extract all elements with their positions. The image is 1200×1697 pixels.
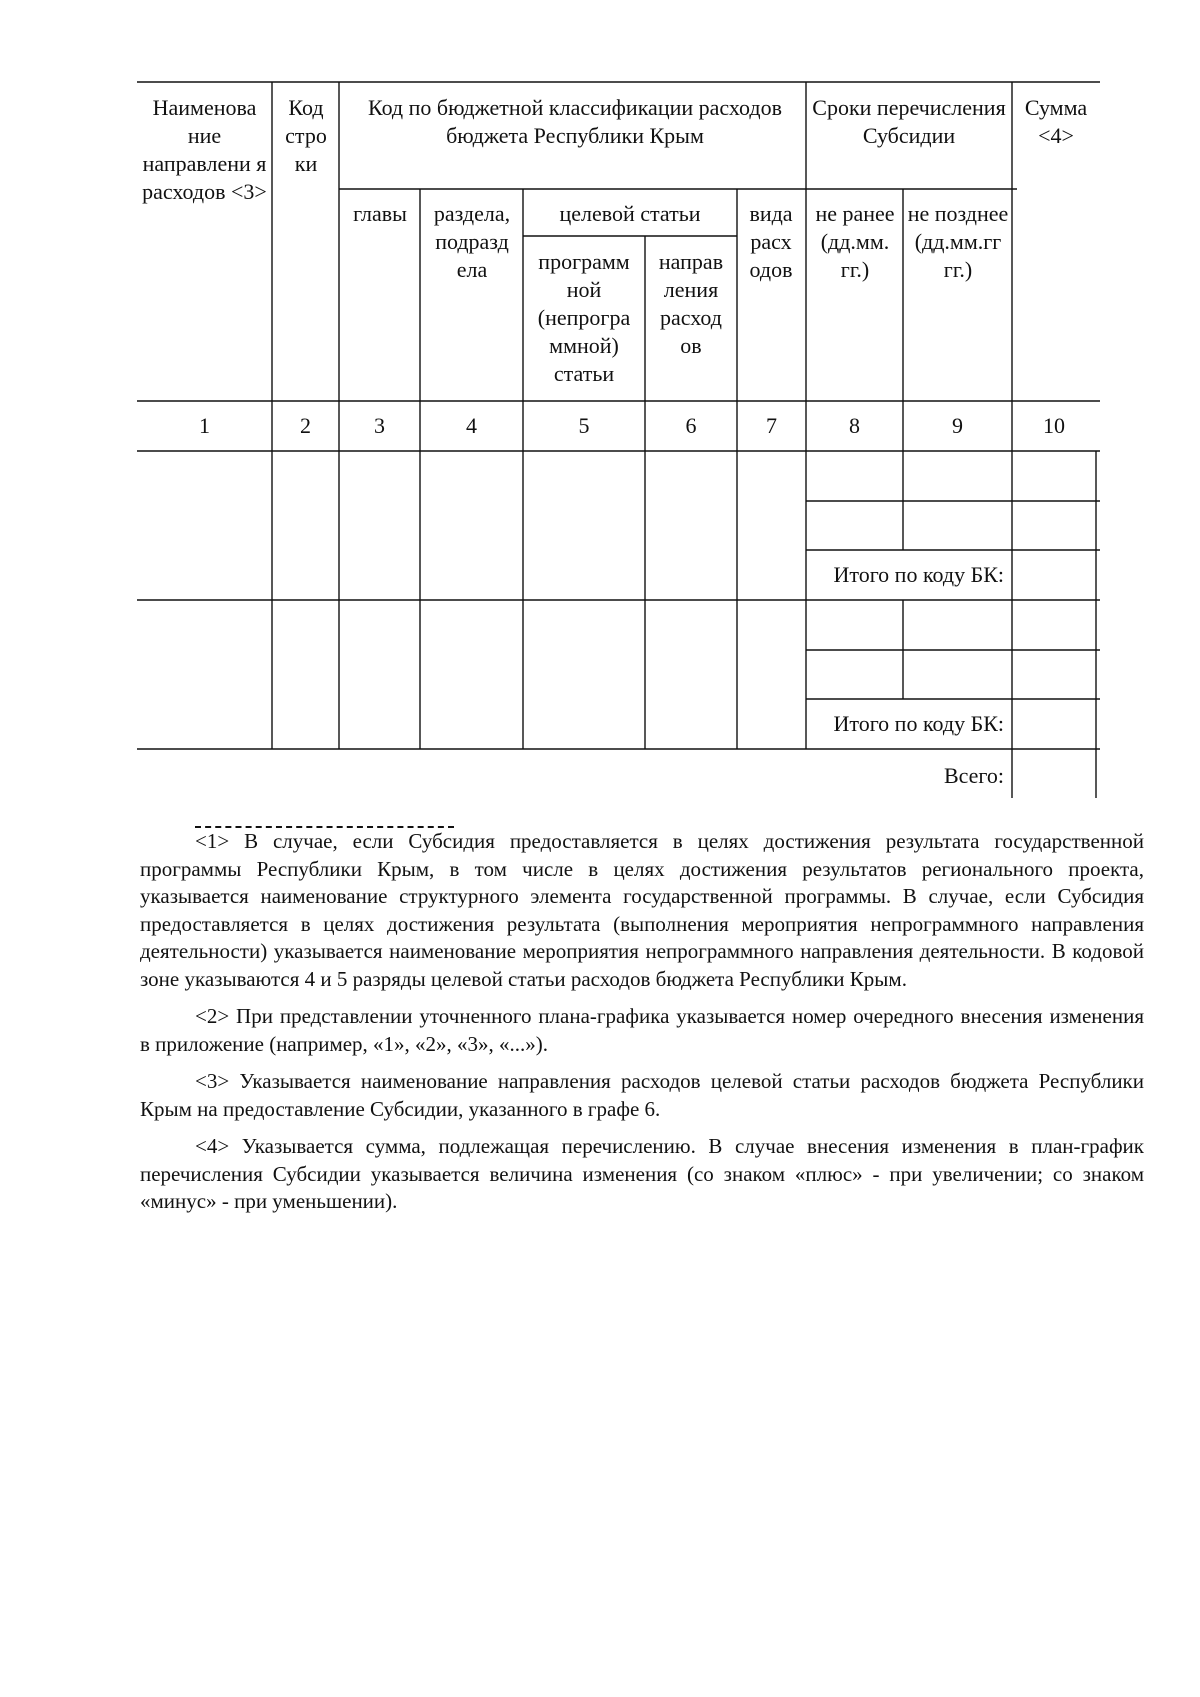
column-number: 6 bbox=[685, 413, 697, 438]
column-number: 9 bbox=[952, 413, 963, 438]
header-vida: вида расх одов bbox=[749, 201, 793, 282]
header-code: Код стро ки bbox=[285, 95, 327, 176]
header-ne-ranee: не ранее (дд.мм. гг.) bbox=[815, 201, 895, 282]
footnote-3: <3> Указывается наименование направления расходов целевой статьи расходов бюджета Республики Крым на предоставление Субсидии, указанного в графе 6. bbox=[140, 1069, 1144, 1121]
column-number: 8 bbox=[849, 413, 860, 438]
header-summa: Сумма <4> bbox=[1024, 95, 1088, 148]
subtotal-label: Итого по коду БК: bbox=[833, 562, 1004, 587]
header-sroki: Сроки перечисления Субсидии bbox=[812, 95, 1006, 148]
footnote-4: <4> Указывается сумма, подлежащая перечислению. В случае внесения изменения в план-график перечисления Субсидии указывается величина изменения (со знаком «плюс» - при увеличении; со знаком «минус» - при уменьшении). bbox=[140, 1134, 1144, 1213]
footnotes bbox=[140, 828, 1144, 1226]
header-programmnoy: программ ной (непрогра ммной) статьи bbox=[537, 249, 631, 386]
total-label: Всего: bbox=[943, 762, 1004, 788]
column-number: 1 bbox=[199, 413, 210, 438]
header-celevoy: целевой статьи bbox=[559, 201, 701, 226]
column-number: 2 bbox=[300, 413, 311, 438]
column-number: 4 bbox=[466, 413, 477, 438]
header-ne-pozdnee: не позднее (дд.мм.гг гг.) bbox=[907, 201, 1009, 282]
column-number: 10 bbox=[1043, 413, 1065, 438]
footnote-2: <2> При представлении уточненного плана-графика указывается номер очередного внесения изменения в приложение (например, «1», «2», «3», «...»). bbox=[140, 1004, 1144, 1056]
column-number: 5 bbox=[578, 413, 590, 438]
footnote-1: <1> В случае, если Субсидия предоставляется в целях достижения результата государственной программы Республики Крым, в том числе в целях достижения результатов регионального проекта, указывается наименование структурного элемента государственной программы. В случае, если Субсидия предоставляется в целях достижения результата (выполнения мероприятия непрограммного направления деятельности) указывается наименование мероприятия непрограммного направления деятельности. В кодовой зоне указываются 4 и 5 разряды целевой статьи расходов бюджета Республики Крым. bbox=[140, 829, 1144, 991]
header-name: Наименова ние направлени я расходов <3> bbox=[142, 95, 267, 204]
subtotal-label: Итого по коду БК: bbox=[833, 711, 1004, 736]
header-glavy: главы bbox=[353, 201, 407, 226]
header-bk-classification: Код по бюджетной классификации расходов бюджета Республики Крым bbox=[367, 95, 782, 148]
header-razdela: раздела, подразд ела bbox=[433, 201, 511, 282]
column-number: 3 bbox=[374, 413, 385, 438]
header-napravleniya: направ ления расход ов bbox=[658, 249, 724, 358]
column-number: 7 bbox=[766, 413, 777, 438]
